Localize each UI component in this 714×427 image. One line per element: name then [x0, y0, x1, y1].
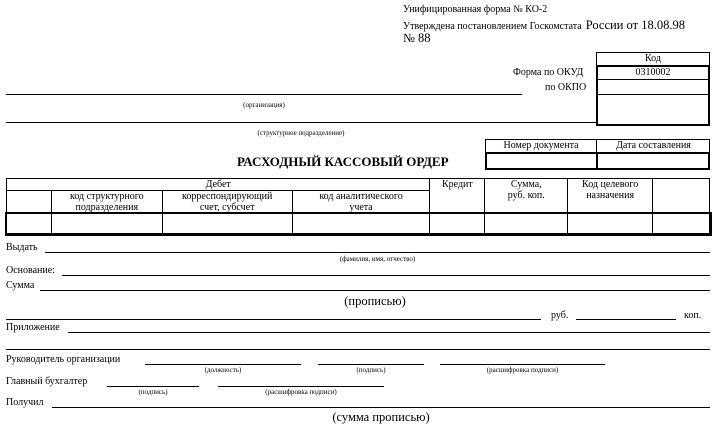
blank-subheader: [7, 191, 52, 214]
issue-line[interactable]: [45, 252, 710, 253]
department-line[interactable]: [6, 122, 596, 123]
chief-decode-line[interactable]: [218, 386, 384, 387]
head-signature-line[interactable]: [318, 364, 424, 365]
doc-date-label: Дата составления: [616, 140, 691, 151]
attachment-line[interactable]: [68, 332, 710, 333]
chief-signature-caption: (подпись): [138, 388, 168, 396]
form-designation: Унифицированная форма № КО-2: [403, 4, 548, 15]
ledger-table: [6, 178, 710, 234]
amount-caption: (прописью): [344, 294, 406, 308]
chief-signature-line[interactable]: [107, 386, 199, 387]
head-decode-line[interactable]: [440, 364, 605, 365]
head-position-line[interactable]: [145, 364, 301, 365]
signature-caption: (подпись): [356, 366, 386, 374]
attachment-line-2[interactable]: [6, 349, 710, 350]
department-caption: (структурное подразделение): [257, 129, 345, 137]
approval-line: [403, 16, 685, 34]
table-cell[interactable]: [568, 214, 653, 234]
kop-label: коп.: [684, 310, 702, 321]
table-cell[interactable]: [653, 214, 710, 234]
approval-number: № 88: [403, 31, 431, 45]
head-label: Руководитель организации: [6, 354, 121, 365]
table-cell[interactable]: [485, 214, 568, 234]
table-cell[interactable]: [7, 214, 52, 234]
table-cell[interactable]: [292, 214, 430, 234]
codes-divider-1: [598, 79, 708, 80]
position-caption: (должность): [204, 366, 242, 374]
organization-caption: (организация): [243, 101, 285, 109]
rub-label: руб.: [551, 310, 569, 321]
blank-header: [653, 179, 710, 214]
table-row: [7, 214, 710, 234]
amount-line[interactable]: [40, 290, 710, 291]
doc-number-label: Номер документа: [503, 140, 579, 151]
basis-label: Основание:: [6, 265, 55, 276]
purpose-code-header: Код целевого назначения: [568, 179, 653, 214]
codes-divider-2: [598, 94, 708, 95]
table-cell[interactable]: [430, 214, 485, 234]
credit-header: Кредит: [430, 179, 485, 214]
basis-line[interactable]: [62, 275, 710, 276]
amount-label: Сумма: [6, 280, 35, 291]
analytic-code-header: код аналитического учета: [292, 191, 430, 214]
amount-words-line[interactable]: [6, 319, 541, 320]
table-cell[interactable]: [162, 214, 292, 234]
approval-small-text: Утверждена постановлением Госкомстата: [403, 21, 582, 32]
document-title: РАСХОДНЫЙ КАССОВЫЙ ОРДЕР: [237, 154, 449, 169]
attachment-label: Приложение: [6, 322, 60, 333]
issue-caption: (фамилия, имя, отчество): [339, 255, 416, 263]
doc-values-divider: [596, 152, 598, 170]
received-caption: (сумма прописью): [332, 410, 430, 424]
debit-header: Дебет: [7, 179, 430, 191]
corr-account-header: корреспондирующий счет, субсчет: [162, 191, 292, 214]
sum-header: Сумма, руб. коп.: [485, 179, 568, 214]
table-cell[interactable]: [51, 214, 162, 234]
chief-decode-caption: (расшифровка подписи): [265, 388, 337, 396]
issue-label: Выдать: [6, 242, 38, 253]
code-header: Код: [596, 52, 710, 66]
okud-value: 0310002: [635, 67, 671, 78]
received-line[interactable]: [52, 407, 710, 408]
okud-label: Форма по ОКУД: [513, 67, 584, 78]
approval-large-text: России от 18.08.98: [585, 18, 685, 32]
chief-accountant-label: Главный бухгалтер: [6, 376, 88, 387]
organization-line[interactable]: [6, 94, 522, 95]
decode-caption: (расшифровка подписи): [486, 366, 559, 374]
okpo-label: по ОКПО: [545, 82, 587, 93]
received-label: Получил: [6, 397, 44, 408]
kop-line[interactable]: [576, 319, 676, 320]
dept-code-header: код структурного подразделения: [51, 191, 162, 214]
